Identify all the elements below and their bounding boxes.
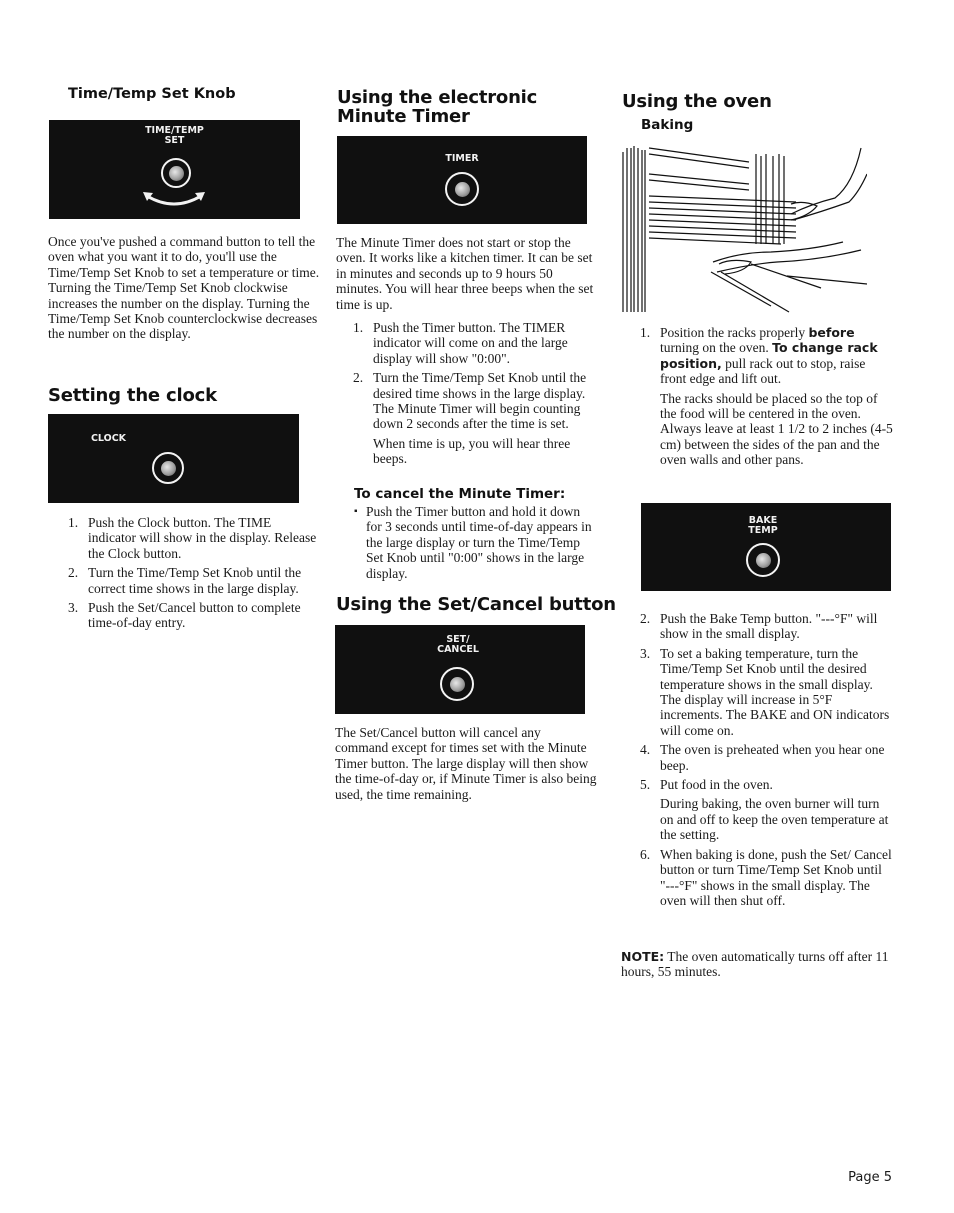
timer-description: The Minute Timer does not start or stop the oven. It works like a kitchen timer. It can be set in minutes and seconds up to 9 hours 50 minutes. You will hear three beeps when the set time is up. (336, 235, 594, 312)
baking-heading: Baking (641, 117, 694, 133)
bake-temp-button-icon[interactable] (746, 543, 780, 577)
oven-heading: Using the oven (622, 91, 772, 112)
list-item: 4. The oven is preheated when you hear one beep. (640, 742, 885, 773)
clock-heading: Setting the clock (48, 385, 217, 406)
baking-step-1 (636, 325, 894, 472)
timer-steps (349, 320, 604, 471)
list-item: 2. Push the Bake Temp button. "---°F" will show in the small display. (640, 611, 878, 642)
time-temp-knob-icon[interactable] (161, 158, 191, 188)
set-cancel-button-icon[interactable] (440, 667, 474, 701)
rotate-arrow-icon (141, 190, 207, 212)
list-item: 5. Put food in the oven. During baking, the oven burner will turn on and off to keep the oven temperature at the setting. (640, 777, 889, 843)
cancel-timer-heading: To cancel the Minute Timer: (354, 486, 566, 502)
knob-heading: Time/Temp Set Knob (68, 86, 236, 102)
clock-button-icon[interactable] (152, 452, 184, 484)
panel-label: TIME/TEMP SET (145, 125, 204, 146)
oven-rack-illustration (621, 144, 867, 314)
page-number: Page 5 (848, 1170, 892, 1185)
baking-steps (636, 611, 894, 912)
clock-steps (64, 515, 320, 635)
list-item: 3. Push the Set/Cancel button to complete time-of-day entry. (68, 600, 301, 631)
bake-temp-panel (641, 503, 891, 591)
timer-button-icon[interactable] (445, 172, 479, 206)
list-item: 6. When baking is done, push the Set/ Cancel button or turn Time/Temp Set Knob until "---°F" shows in the small display. The oven will then shut off. (640, 846, 892, 908)
list-item: 1. Position the racks properly before turning on the oven. To change rack position, pull rack out to stop, raise front edge and lift out. The racks should be placed so the top of the food will be centered in the oven. Always leave at least 1 1/2 to 2 inches (4-5 cm) between the sides of the pan and the oven walls and other pans. (640, 325, 893, 468)
panel-label: BAKE TEMP (748, 515, 778, 536)
panel-label: CLOCK (90, 433, 127, 444)
list-item: 2. Turn the Time/Temp Set Knob until the desired time shows in the large display. The Minute Timer will begin counting down 2 seconds after the time is set. When time is up, you will hear three beeps. (353, 370, 587, 467)
panel-label: TIMER (445, 153, 479, 164)
auto-off-note: NOTE: The oven automatically turns off after 11 hours, 55 minutes. (621, 949, 889, 980)
list-item: 1. Push the Clock button. The TIME indicator will show in the display. Release the Clock button. (68, 515, 317, 561)
panel-label: SET/ CANCEL (437, 634, 479, 655)
list-item: 1. Push the Timer button. The TIMER indicator will come on and the large display will show "0:00". (353, 320, 568, 366)
list-item: 2. Turn the Time/Temp Set Knob until the correct time shows in the large display. (68, 565, 302, 596)
list-item: 3. To set a baking temperature, turn the Time/Temp Set Knob until the desired temperature shows in the small display. The display will increase in 5°F increments. The BAKE and ON indicators will come on. (640, 645, 890, 738)
time-temp-set-panel (49, 120, 300, 219)
list-item: ▪ Push the Timer button and hold it down for 3 seconds until time-of-day appears in the large display or turn the Time/Temp Set Knob until "0:00" shows in the large display. (354, 504, 592, 581)
knob-description: Once you've pushed a command button to tell the oven what you want it to do, you'll use the Time/Temp Set Knob to set a temperature or time. Turning the Time/Temp Set Knob clockwise increases the number on the display. Turning the Time/Temp Set Knob counterclockwise decreases the number on the display. (48, 234, 320, 342)
timer-heading: Using the electronic Minute Timer (337, 87, 538, 127)
setcancel-heading: Using the Set/Cancel button (336, 594, 616, 615)
clock-panel (48, 414, 299, 503)
cancel-timer-bullets (354, 504, 599, 585)
timer-panel (337, 136, 587, 224)
set-cancel-panel (335, 625, 585, 714)
setcancel-description: The Set/Cancel button will cancel any command except for times set with the Minute Timer button. The large display will then show the time-of-day or, if Minute Timer is also being used, the time remaining. (335, 725, 597, 802)
